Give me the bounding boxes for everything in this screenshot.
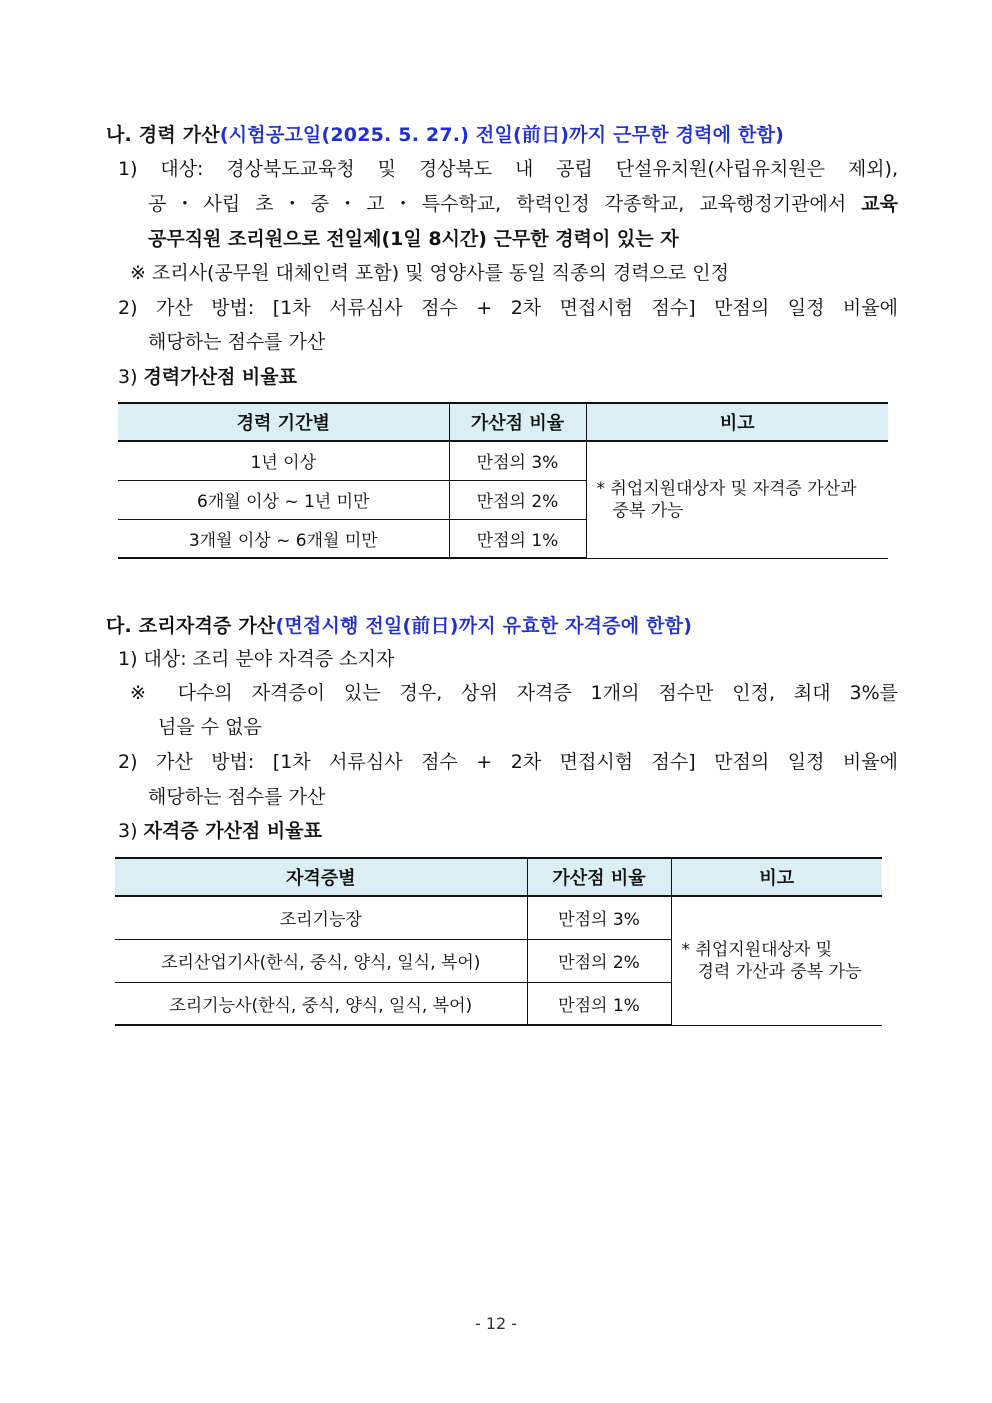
certificate-remark-line-2: 경력 가산과 중복 가능 bbox=[697, 961, 862, 982]
career-table-title bbox=[118, 364, 297, 390]
section-heading-career-title: 나. 경력 가산 bbox=[106, 124, 220, 146]
career-period-cell: 1년 이상 bbox=[118, 441, 449, 480]
career-target-line-3: 공무직원 조리원으로 전일제(1일 8시간) 근무한 경력이 있는 자 bbox=[148, 228, 679, 250]
career-target-line-2-bold: 교육 bbox=[861, 193, 898, 215]
certificate-rate-table bbox=[115, 857, 882, 1026]
table-row bbox=[115, 896, 882, 939]
table-row bbox=[118, 441, 888, 480]
career-table-header-row bbox=[118, 403, 888, 441]
certificate-table-header-type: 자격증별 bbox=[115, 858, 527, 896]
certificate-remark-cell bbox=[671, 896, 882, 1025]
career-period-cell: 6개월 이상 ~ 1년 미만 bbox=[118, 480, 449, 519]
career-rate-table bbox=[118, 402, 888, 559]
career-table-title-number: 3) bbox=[118, 366, 144, 388]
certificate-method-line-2: 해당하는 점수를 가산 bbox=[148, 786, 326, 808]
certificate-note-line-1: ※ 다수의 자격증이 있는 경우, 상위 자격증 1개의 점수만 인정, 최대 3%를 bbox=[130, 682, 898, 704]
career-target-line-1: 1) 대상: 경상북도교육청 및 경상북도 내 공립 단설유치원(사립유치원은 제외), bbox=[118, 158, 898, 180]
career-method-line-1: 2) 가산 방법: [1차 서류심사 점수 + 2차 면접시험 점수] 만점의 일정 비율에 bbox=[118, 297, 898, 319]
career-remark-cell bbox=[586, 441, 888, 558]
certificate-rate-cell: 만점의 1% bbox=[527, 982, 671, 1025]
certificate-note-line-2: 넘을 수 없음 bbox=[158, 716, 262, 738]
career-table-title-label: 경력가산점 비율표 bbox=[143, 366, 297, 388]
career-remark-line-1: * 취업지원대상자 및 자격증 가산과 bbox=[596, 478, 857, 499]
career-remark-line-2: 중복 가능 bbox=[612, 500, 684, 521]
career-note: ※ 조리사(공무원 대체인력 포함) 및 영양사를 동일 직종의 경력으로 인정 bbox=[130, 262, 730, 284]
career-table-header-period: 경력 기간별 bbox=[118, 403, 449, 441]
certificate-rate-cell: 만점의 3% bbox=[527, 896, 671, 939]
certificate-table-title-label: 자격증 가산점 비율표 bbox=[143, 820, 322, 842]
career-rate-cell: 만점의 2% bbox=[449, 480, 586, 519]
certificate-target-line: 1) 대상: 조리 분야 자격증 소지자 bbox=[118, 648, 395, 670]
certificate-table-header-remark: 비고 bbox=[671, 858, 882, 896]
career-period-cell: 3개월 이상 ~ 6개월 미만 bbox=[118, 519, 449, 558]
career-rate-cell: 만점의 3% bbox=[449, 441, 586, 480]
certificate-method-line-1: 2) 가산 방법: [1차 서류심사 점수 + 2차 면접시험 점수] 만점의 일정 비율에 bbox=[118, 751, 898, 773]
certificate-table-header-row bbox=[115, 858, 882, 896]
career-target-line-2 bbox=[148, 191, 898, 217]
certificate-type-cell: 조리기능사(한식, 중식, 양식, 일식, 복어) bbox=[115, 982, 527, 1025]
certificate-rate-cell: 만점의 2% bbox=[527, 939, 671, 982]
section-heading-career-condition: (시험공고일(2025. 5. 27.) 전일(前日)까지 근무한 경력에 한함) bbox=[219, 124, 785, 146]
section-heading-certificate bbox=[106, 611, 692, 638]
section-heading-certificate-title: 다. 조리자격증 가산 bbox=[106, 615, 276, 637]
certificate-remark-line-1: * 취업지원대상자 및 bbox=[681, 939, 833, 960]
certificate-type-cell: 조리산업기사(한식, 중식, 양식, 일식, 복어) bbox=[115, 939, 527, 982]
section-heading-certificate-condition: (면접시행 전일(前日)까지 유효한 자격증에 한함) bbox=[275, 615, 693, 637]
certificate-table-title bbox=[118, 818, 322, 844]
section-heading-career bbox=[106, 120, 784, 147]
career-table-header-remark: 비고 bbox=[586, 403, 888, 441]
page-number: - 12 - bbox=[474, 1314, 518, 1333]
career-table-header-rate: 가산점 비율 bbox=[449, 403, 586, 441]
certificate-table-title-number: 3) bbox=[118, 820, 144, 842]
certificate-table-header-rate: 가산점 비율 bbox=[527, 858, 671, 896]
career-method-line-2: 해당하는 점수를 가산 bbox=[148, 331, 326, 353]
career-rate-cell: 만점의 1% bbox=[449, 519, 586, 558]
career-target-line-2-text: 공・사립 초・중・고・특수학교, 학력인정 각종학교, 교육행정기관에서 bbox=[148, 193, 862, 215]
certificate-type-cell: 조리기능장 bbox=[115, 896, 527, 939]
